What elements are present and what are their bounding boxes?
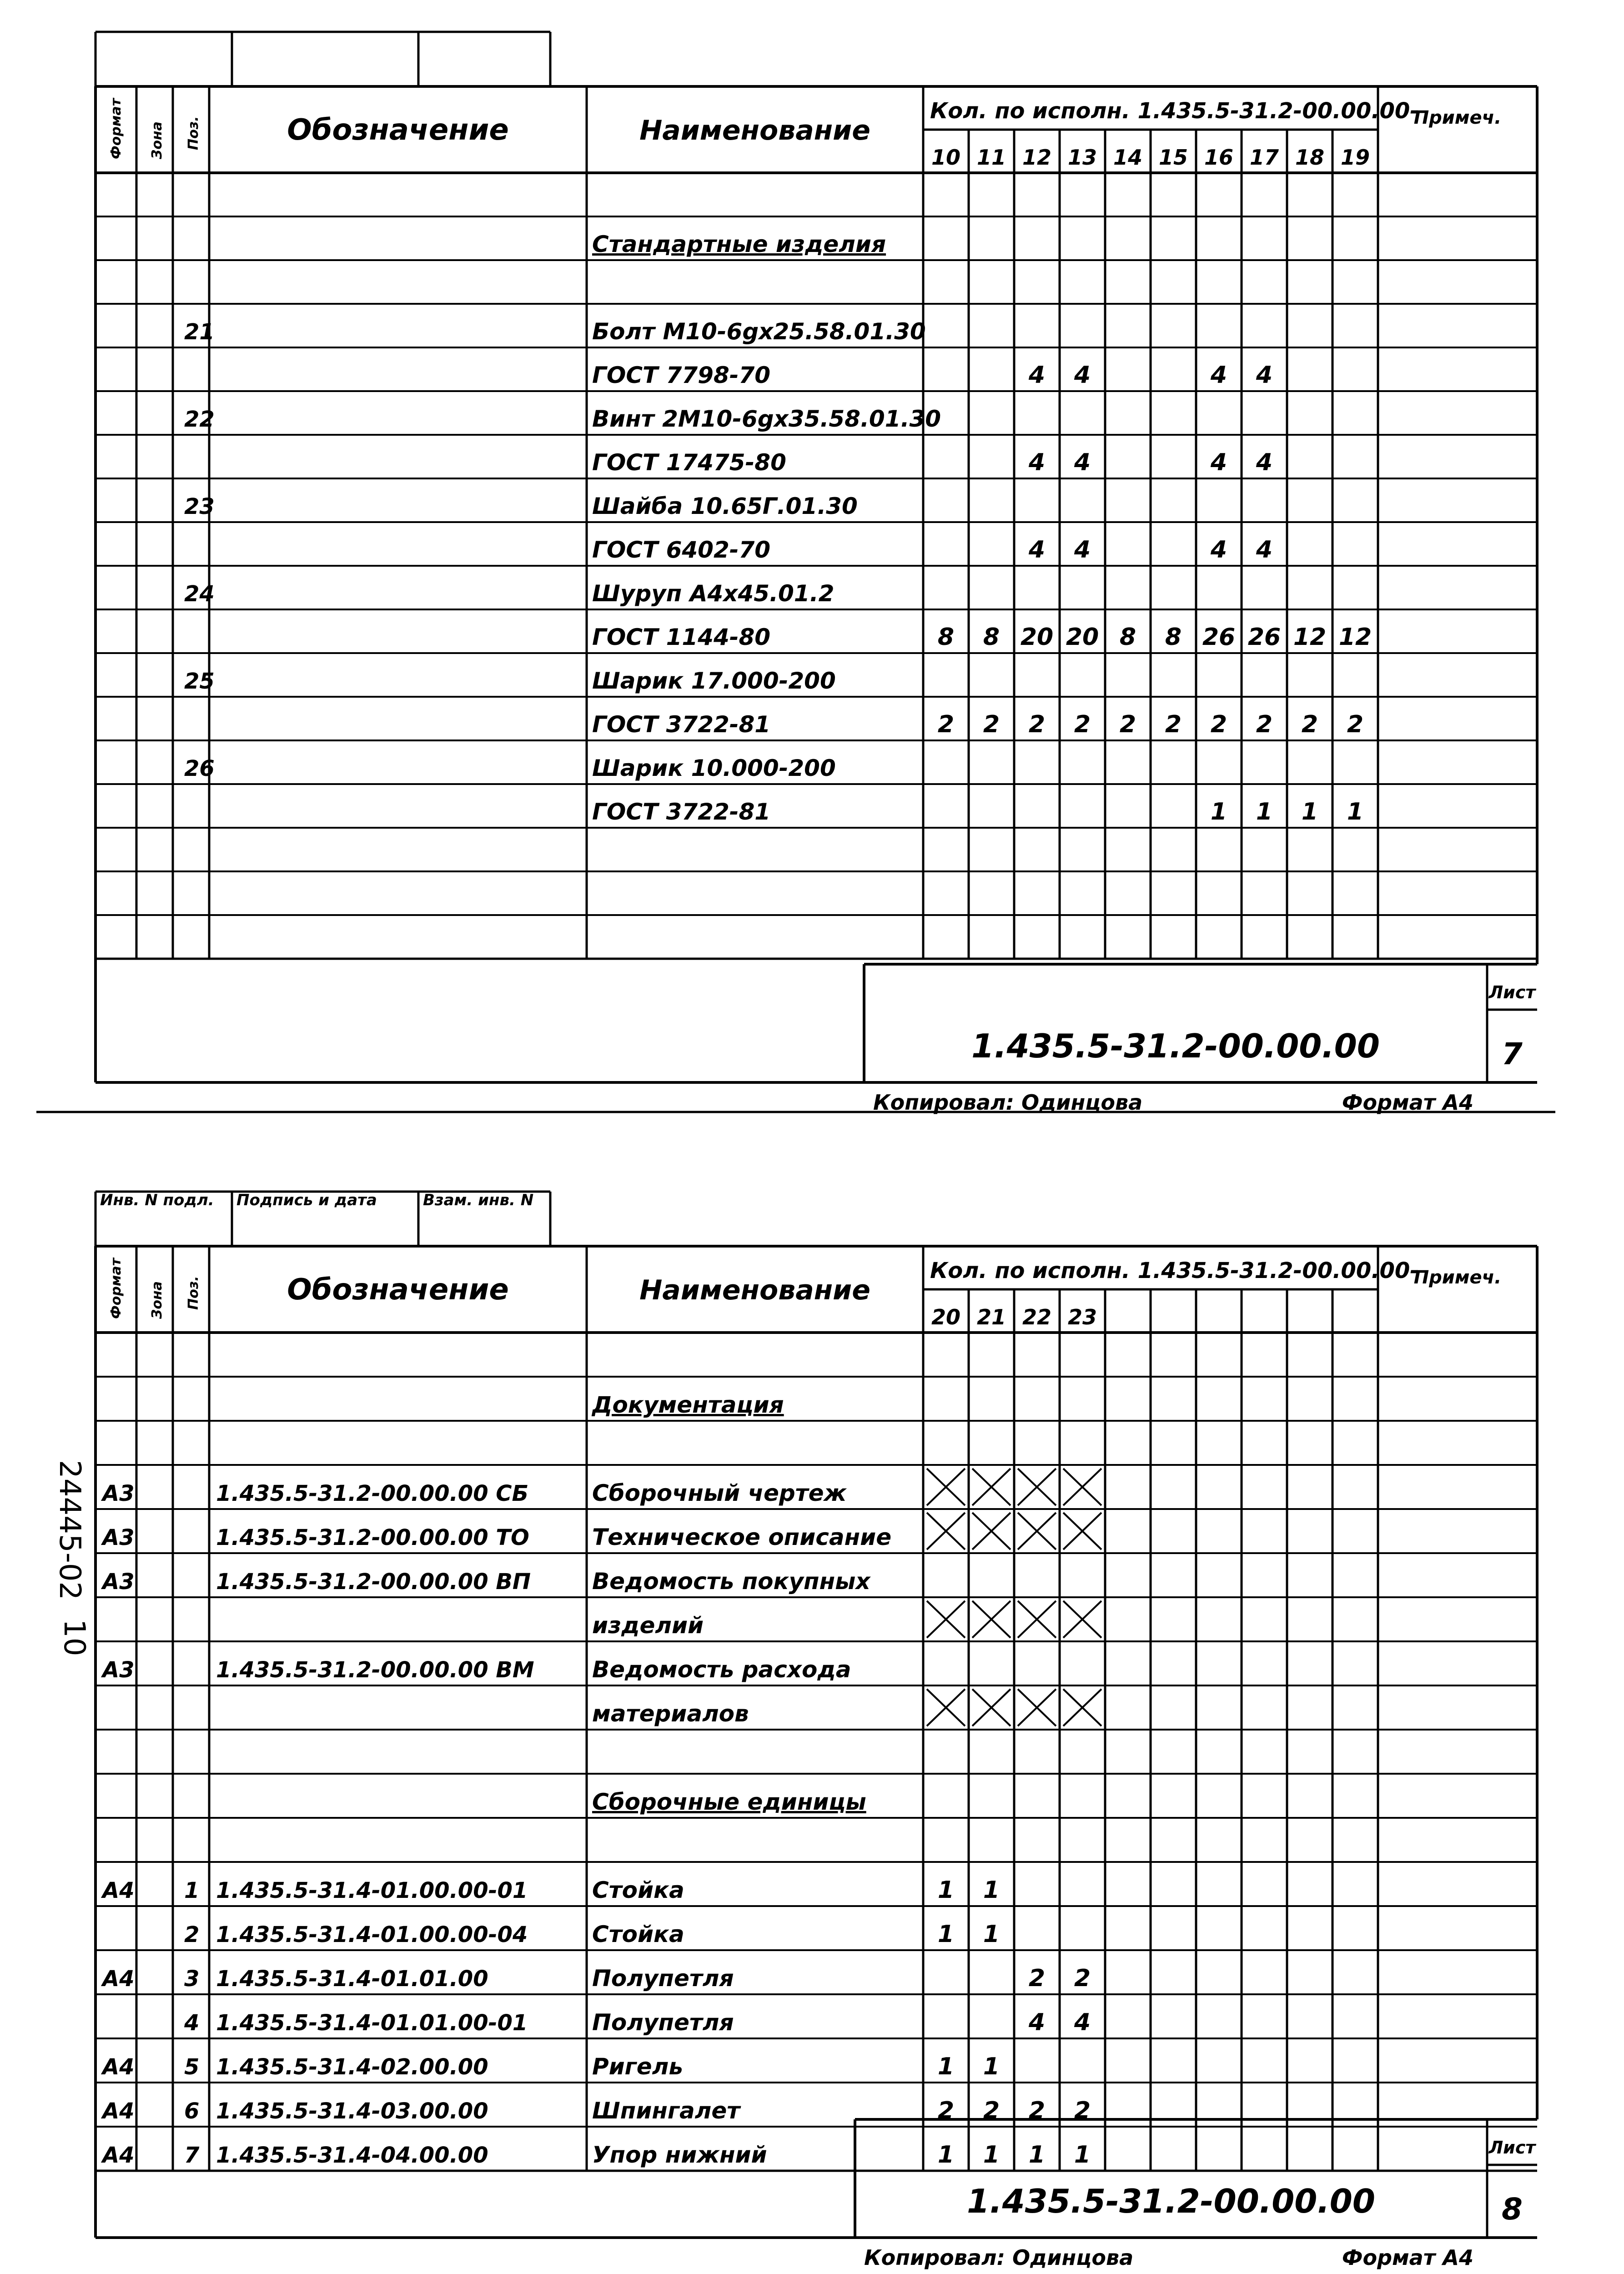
row-designation: 1.435.5-31.4-02.00.00 — [216, 2054, 488, 2080]
row-position: 4 — [184, 2010, 200, 2036]
row-name: Шарик 10.000-200 — [592, 755, 836, 781]
row-position: 24 — [184, 581, 215, 607]
row-format: А3 — [102, 1569, 135, 1595]
qty-cell: 12 — [1338, 624, 1372, 651]
qty-cell: 4 — [1074, 536, 1091, 563]
qty-cell: 20 — [1020, 624, 1054, 651]
sheet-label: Лист — [1488, 982, 1536, 1002]
row-format: А3 — [102, 1657, 135, 1683]
variant-column-header: 21 — [976, 1305, 1006, 1329]
qty-cell: 4 — [1210, 536, 1227, 563]
row-name: Шайба 10.65Г.01.30 — [592, 493, 858, 519]
row-position: 22 — [184, 407, 215, 432]
header-pos: Поз. — [186, 1276, 201, 1310]
row-name: ГОСТ 17475-80 — [592, 449, 786, 476]
header-designation: Обозначение — [287, 1273, 509, 1307]
qty-cell: 2 — [1074, 711, 1091, 738]
qty-cell: 1 — [1347, 798, 1364, 825]
row-designation: 1.435.5-31.4-03.00.00 — [216, 2098, 488, 2124]
row-name: материалов — [592, 1700, 749, 1727]
row-format: А4 — [102, 1878, 135, 1903]
qty-cell: 4 — [1210, 449, 1227, 476]
row-name: Стойка — [592, 1921, 684, 1947]
qty-cell: 8 — [1165, 624, 1182, 651]
row-name: Винт 2М10-6gx35.58.01.30 — [592, 406, 941, 432]
qty-cell: 1 — [937, 1921, 955, 1948]
row-designation: 1.435.5-31.2-00.00.00 ВМ — [216, 1657, 534, 1683]
qty-cell: 2 — [1028, 711, 1046, 738]
sheet-number: 7 — [1502, 1036, 1523, 1072]
header-name: Наименование — [639, 1274, 870, 1306]
row-format: А4 — [102, 2098, 135, 2124]
qty-cell: 1 — [983, 1877, 1000, 1904]
qty-cell: 2 — [1074, 1965, 1091, 1992]
qty-cell: 2 — [1165, 711, 1182, 738]
row-name: Стойка — [592, 1877, 684, 1903]
qty-cell: 26 — [1247, 624, 1281, 651]
qty-cell: 4 — [1256, 449, 1273, 476]
qty-cell: 1 — [983, 2141, 1000, 2168]
qty-cell: 4 — [1074, 449, 1091, 476]
copied-by: Копировал: Одинцова — [873, 1090, 1143, 1115]
row-position: 23 — [184, 494, 215, 519]
qty-cell: 1 — [1028, 2141, 1046, 2168]
row-name: ГОСТ 3722-81 — [592, 711, 771, 738]
row-position: 26 — [184, 756, 215, 781]
variant-column-header: 17 — [1249, 145, 1279, 170]
row-name: Болт М10-6gx25.58.01.30 — [592, 318, 926, 345]
qty-cell: 1 — [1256, 798, 1273, 825]
header-zone: Зона — [149, 121, 165, 159]
variant-column-header: 19 — [1340, 145, 1370, 170]
variant-column-header: 22 — [1022, 1305, 1052, 1329]
qty-cell: 1 — [983, 1921, 1000, 1948]
variant-column-header: 23 — [1067, 1305, 1097, 1329]
row-position: 1 — [184, 1878, 200, 1903]
variant-column-header: 12 — [1022, 145, 1052, 170]
row-name: Шарик 17.000-200 — [592, 668, 836, 694]
row-name: Полупетля — [592, 1965, 734, 1992]
stamp-cell-label: Взам. инв. N — [423, 1191, 534, 1209]
row-position: 21 — [184, 319, 215, 345]
row-name: Шуруп А4х45.01.2 — [592, 580, 835, 607]
variant-column-header: 16 — [1204, 145, 1234, 170]
row-name: Сборочные единицы — [592, 1789, 866, 1815]
row-name: ГОСТ 7798-70 — [592, 362, 771, 388]
qty-cell: 4 — [1028, 536, 1046, 563]
row-designation: 1.435.5-31.4-01.00.00-04 — [216, 1922, 528, 1947]
qty-cell: 4 — [1256, 536, 1273, 563]
qty-cell: 2 — [1028, 2097, 1046, 2124]
row-name: ГОСТ 6402-70 — [592, 537, 771, 563]
side-archive-code: 24445-02 — [53, 1460, 86, 1600]
header-designation: Обозначение — [287, 113, 509, 147]
qty-cell: 2 — [937, 2097, 955, 2124]
sheet-number: 8 — [1502, 2192, 1523, 2227]
row-name: Шпингалет — [592, 2098, 740, 2124]
row-designation: 1.435.5-31.2-00.00.00 СБ — [216, 1481, 529, 1506]
row-format: А3 — [102, 1481, 135, 1506]
paper-format: Формат А4 — [1342, 1090, 1473, 1115]
row-name: Полупетля — [592, 2009, 734, 2036]
row-name: Ведомость покупных — [592, 1568, 870, 1595]
qty-cell: 2 — [1210, 711, 1227, 738]
row-position: 2 — [184, 1922, 200, 1947]
row-name: ГОСТ 1144-80 — [592, 624, 771, 650]
document-number: 1.435.5-31.2-00.00.00 — [967, 2182, 1375, 2220]
row-format: А4 — [102, 1966, 135, 1992]
qty-cell: 4 — [1028, 2009, 1046, 2036]
row-designation: 1.435.5-31.2-00.00.00 ВП — [216, 1569, 531, 1595]
header-format: Формат — [108, 1258, 124, 1319]
qty-cell: 26 — [1202, 624, 1236, 651]
qty-cell: 4 — [1210, 362, 1227, 389]
qty-cell: 1 — [1074, 2141, 1091, 2168]
stamp-cell-label: Подпись и дата — [236, 1191, 377, 1209]
qty-cell: 1 — [937, 2141, 955, 2168]
row-format: А4 — [102, 2054, 135, 2080]
qty-cell: 12 — [1293, 624, 1327, 651]
qty-cell: 2 — [1028, 1965, 1046, 1992]
qty-cell: 2 — [1119, 711, 1136, 738]
qty-cell: 1 — [937, 2053, 955, 2080]
qty-cell: 1 — [983, 2053, 1000, 2080]
qty-cell: 4 — [1074, 362, 1091, 389]
variant-column-header: 13 — [1067, 145, 1097, 170]
variant-column-header: 11 — [976, 145, 1006, 170]
header-note: Примеч. — [1413, 1267, 1502, 1288]
qty-cell: 8 — [937, 624, 955, 651]
row-designation: 1.435.5-31.4-01.01.00-01 — [216, 2010, 528, 2036]
qty-cell: 8 — [983, 624, 1000, 651]
specification-sheet-7 — [96, 32, 1537, 1115]
paper-format: Формат А4 — [1342, 2245, 1473, 2270]
header-zone: Зона — [149, 1281, 165, 1319]
qty-cell: 1 — [937, 1877, 955, 1904]
header-pos: Поз. — [186, 116, 201, 150]
header-qty-group: Кол. по исполн. 1.435.5-31.2-00.00.00- — [930, 1258, 1419, 1283]
variant-column-header: 18 — [1295, 145, 1325, 170]
document-number: 1.435.5-31.2-00.00.00 — [971, 1027, 1380, 1065]
row-name: Ригель — [592, 2053, 683, 2080]
row-position: 5 — [184, 2054, 200, 2080]
qty-cell: 2 — [1347, 711, 1364, 738]
row-name: Упор нижний — [592, 2142, 767, 2168]
row-designation: 1.435.5-31.4-04.00.00 — [216, 2143, 488, 2168]
row-designation: 1.435.5-31.4-01.01.00 — [216, 1966, 488, 1992]
qty-cell: 2 — [1256, 711, 1273, 738]
variant-column-header: 14 — [1113, 145, 1143, 170]
row-position: 7 — [184, 2143, 200, 2168]
qty-cell: 1 — [1210, 798, 1227, 825]
specification-sheet-8 — [96, 1191, 1537, 2270]
row-name: ГОСТ 3722-81 — [592, 799, 771, 825]
qty-cell: 2 — [983, 711, 1000, 738]
row-name: Техническое описание — [592, 1524, 892, 1550]
side-page-number: 10 — [57, 1619, 91, 1656]
copied-by: Копировал: Одинцова — [864, 2245, 1134, 2270]
qty-cell: 1 — [1301, 798, 1318, 825]
qty-cell: 2 — [983, 2097, 1000, 2124]
row-format: А4 — [102, 2143, 135, 2168]
row-designation: 1.435.5-31.4-01.00.00-01 — [216, 1878, 528, 1903]
header-note: Примеч. — [1413, 107, 1502, 128]
qty-cell: 20 — [1066, 624, 1099, 651]
qty-cell: 8 — [1119, 624, 1136, 651]
variant-column-header: 10 — [931, 145, 961, 170]
row-format: А3 — [102, 1525, 135, 1550]
header-format: Формат — [108, 98, 124, 159]
row-position: 6 — [184, 2098, 200, 2124]
row-name: Стандартные изделия — [592, 231, 886, 257]
header-name: Наименование — [639, 115, 870, 146]
qty-cell: 4 — [1256, 362, 1273, 389]
qty-cell: 2 — [1074, 2097, 1091, 2124]
variant-column-header: 20 — [931, 1305, 961, 1329]
sheet-label: Лист — [1488, 2138, 1536, 2158]
qty-cell: 2 — [937, 711, 955, 738]
row-name: изделий — [592, 1612, 704, 1639]
row-designation: 1.435.5-31.2-00.00.00 ТО — [216, 1525, 529, 1550]
qty-cell: 4 — [1028, 362, 1046, 389]
row-position: 25 — [184, 669, 215, 694]
row-position: 3 — [184, 1966, 200, 1992]
header-qty-group: Кол. по исполн. 1.435.5-31.2-00.00.00- — [930, 98, 1419, 124]
qty-cell: 4 — [1028, 449, 1046, 476]
stamp-cell-label: Инв. N подл. — [100, 1191, 214, 1209]
qty-cell: 2 — [1301, 711, 1318, 738]
row-name: Сборочный чертеж — [592, 1480, 847, 1506]
variant-column-header: 15 — [1158, 145, 1188, 170]
qty-cell: 4 — [1074, 2009, 1091, 2036]
row-name: Документация — [592, 1392, 784, 1418]
row-name: Ведомость расхода — [592, 1656, 851, 1683]
